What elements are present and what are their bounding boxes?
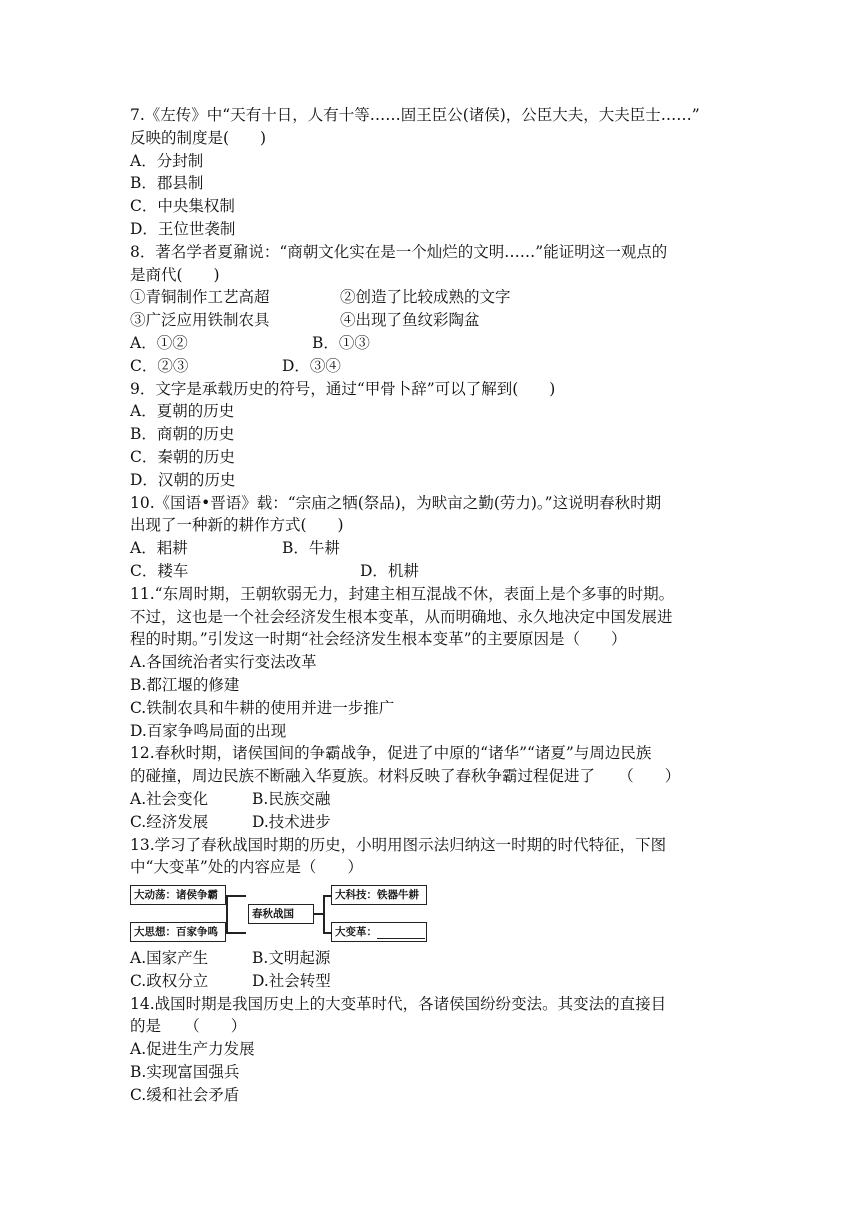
option-c: C.铁制农具和牛耕的使用并进一步推广 — [130, 698, 395, 717]
connector-line — [313, 913, 323, 915]
question-stem: 出现了一种新的耕作方式( ) — [130, 516, 344, 535]
option-c: C.政权分立 — [130, 971, 209, 990]
option-c: C.经济发展 — [130, 812, 209, 831]
option-b: B．商朝的历史 — [130, 425, 235, 444]
question-stem: 程的时期。”引发这一时期“社会经济发生根本变革”的主要原因是（ ） — [130, 630, 627, 649]
question-9 — [130, 378, 740, 492]
option-a: A．夏朝的历史 — [130, 402, 235, 421]
answer-blank — [377, 926, 425, 939]
question-stem: 不过，这也是一个社会经济发生根本变革，从而明确地、永久地决定中国发展进 — [130, 607, 673, 626]
statement-4: ④出现了鱼纹彩陶盆 — [340, 311, 480, 330]
option-a: A．耜耕 — [130, 539, 188, 558]
exam-page — [130, 104, 740, 1107]
option-d: D.技术进步 — [252, 812, 331, 831]
diagram-box-right-bottom-label: 大变革： — [335, 926, 377, 939]
option-c: C．②③ — [130, 356, 189, 375]
statement-1: ①青铜制作工艺高超 — [130, 288, 270, 307]
era-diagram — [130, 881, 430, 945]
statement-row — [130, 286, 740, 309]
connector-line — [323, 895, 325, 933]
option-b: B．①③ — [312, 333, 370, 352]
option-b: B．郡县制 — [130, 174, 204, 193]
option-c: C．中央集权制 — [130, 197, 235, 216]
statement-3: ③广泛应用铁制农具 — [130, 311, 270, 330]
question-12 — [130, 742, 740, 833]
option-row — [130, 332, 740, 355]
option-a: A.促进生产力发展 — [130, 1040, 255, 1059]
option-row — [130, 788, 740, 811]
diagram-box-right-top: 大科技：铁器牛耕 — [331, 885, 427, 905]
question-stem: 13.学习了春秋战国时期的历史，小明用图示法归纳这一时期的时代特征，下图 — [130, 835, 667, 854]
question-10 — [130, 492, 740, 583]
option-d: D．机耕 — [360, 561, 419, 580]
option-a: A.国家产生 — [130, 949, 209, 968]
question-stem: 12.春秋时期，诸侯国间的争霸战争，促进了中原的“诸华”“诸夏”与周边民族 — [130, 744, 652, 763]
connector-line — [226, 895, 228, 933]
question-stem: 的是 （ ） — [130, 1017, 247, 1036]
option-d: D．③④ — [282, 356, 341, 375]
option-row — [130, 947, 740, 970]
option-row — [130, 811, 740, 834]
question-stem: 10.《国语•晋语》载：“宗庙之牺(祭品)，为畎亩之勤(劳力)。”这说明春秋时期 — [130, 493, 662, 512]
option-d: D．王位世袭制 — [130, 219, 236, 238]
connector-line — [226, 895, 246, 897]
question-8 — [130, 241, 740, 378]
question-stem: 7.《左传》中“天有十日，人有十等……固王臣公(诸侯)，公臣大夫，大夫臣士……” — [130, 106, 700, 124]
connector-line — [323, 895, 331, 897]
question-stem: 是商代( ) — [130, 265, 220, 284]
option-a: A．①② — [130, 333, 188, 352]
option-row — [130, 560, 740, 583]
question-stem: 中“大变革”处的内容应是（ ） — [130, 858, 363, 877]
option-row — [130, 537, 740, 560]
question-stem: 9．文字是承载历史的符号，通过“甲骨卜辞”可以了解到( ) — [130, 379, 556, 398]
diagram-box-center: 春秋战国 — [248, 904, 314, 924]
option-c: C．秦朝的历史 — [130, 447, 235, 466]
option-c: C．耧车 — [130, 561, 189, 580]
option-b: B.民族交融 — [252, 789, 331, 808]
option-b: B.文明起源 — [252, 949, 331, 968]
question-7 — [130, 104, 740, 241]
option-row — [130, 970, 740, 993]
option-a: A.各国统治者实行变法改革 — [130, 653, 317, 672]
question-stem: 的碰撞，周边民族不断融入华夏族。材料反映了春秋争霸过程促进了 （ ） — [130, 767, 681, 786]
question-13 — [130, 834, 740, 993]
question-14 — [130, 993, 740, 1107]
option-a: A．分封制 — [130, 151, 204, 170]
option-d: D．汉朝的历史 — [130, 470, 236, 489]
option-a: A.社会变化 — [130, 789, 209, 808]
question-stem: 8．著名学者夏鼐说：“商朝文化实在是一个灿烂的文明……”能证明这一观点的 — [130, 242, 668, 261]
diagram-box-left-bottom: 大思想：百家争鸣 — [130, 922, 226, 942]
statement-row — [130, 309, 740, 332]
option-d: D.百家争鸣局面的出现 — [130, 721, 287, 740]
statement-2: ②创造了比较成熟的文字 — [340, 288, 511, 307]
option-b: B.都江堰的修建 — [130, 675, 240, 694]
question-stem: 反映的制度是( ) — [130, 128, 267, 147]
question-stem: 14.战国时期是我国历史上的大变革时代，各诸侯国纷纷变法。其变法的直接目 — [130, 994, 667, 1013]
question-stem: 11.“东周时期，王朝软弱无力，封建主相互混战不休，表面上是个多事的时期。 — [130, 584, 675, 603]
connector-line — [323, 932, 331, 934]
option-row — [130, 355, 740, 378]
question-11 — [130, 583, 740, 743]
diagram-box-left-top: 大动荡：诸侯争霸 — [130, 885, 226, 905]
option-b: B．牛耕 — [282, 539, 340, 558]
option-c: C.缓和社会矛盾 — [130, 1085, 240, 1104]
option-b: B.实现富国强兵 — [130, 1063, 240, 1082]
option-d: D.社会转型 — [252, 971, 331, 990]
connector-line — [226, 932, 246, 934]
diagram-box-right-bottom — [331, 922, 427, 942]
